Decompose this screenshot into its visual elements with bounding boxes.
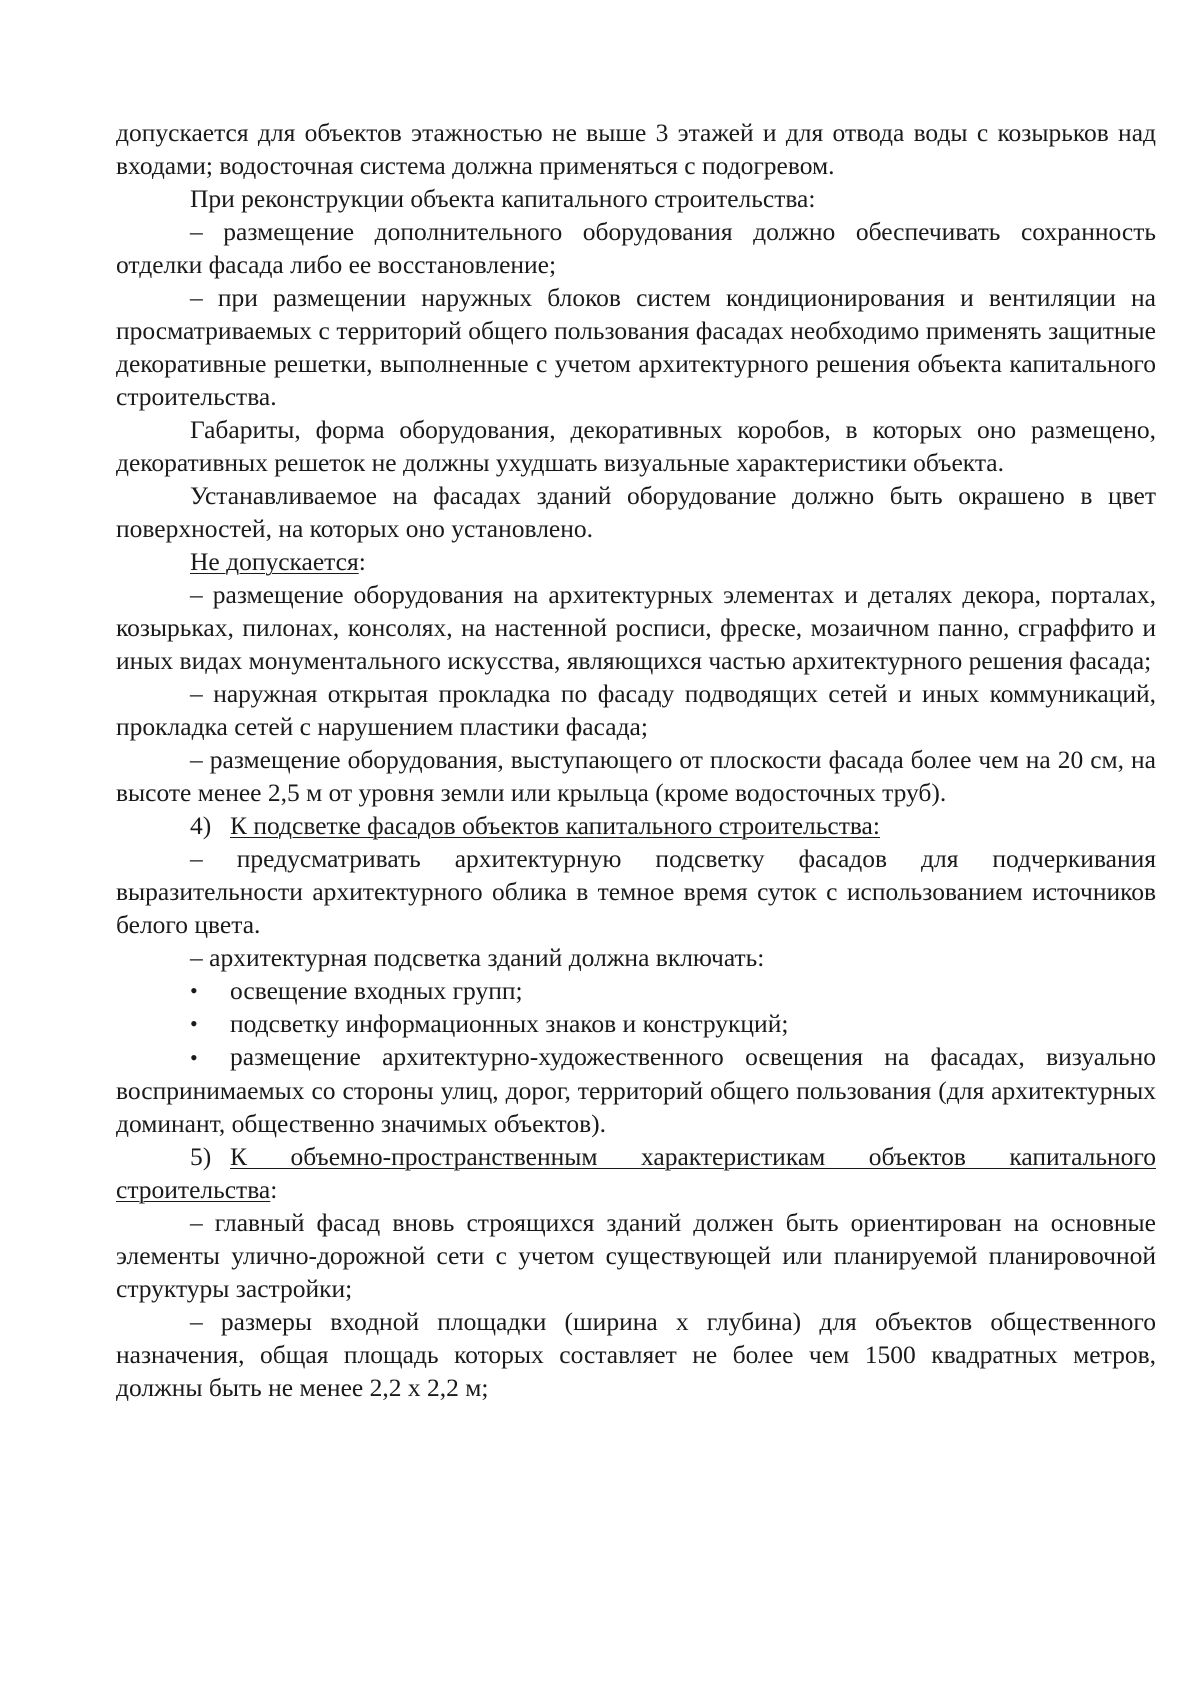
paragraph-entrance-area: – размеры входной площадки (ширина х глубина) для объектов общественного назначения, общая площадь которых составляет не более чем 1500 квадратных метров, должны быть не менее 2,2 х 2,2 м; — [116, 1307, 1156, 1402]
paragraph-additional-equipment: – размещение дополнительного оборудования должно обеспечивать сохранность отделки фасада либо ее восстановление; — [116, 217, 1156, 279]
list-item-text: размещение архитектурно-художественного освещения на фасадах, визуально воспринимаемых со стороны улиц, дорог, территорий общего пользования (для архитектурных доминант, общественно значимых объектов). — [116, 1042, 1156, 1138]
paragraph-dimensions: Габариты, форма оборудования, декоративных коробов, в которых оно размещено, декоративных решеток не должны ухудшать визуальные характеристики объекта. — [116, 415, 1156, 477]
paragraph-not-allowed-heading — [116, 545, 1156, 578]
section-title-5: К объемно-пространственным характеристикам объектов капитального строительства — [116, 1142, 1156, 1204]
list-item — [116, 974, 1156, 1007]
paragraph-decor-elements: – размещение оборудования на архитектурных элементах и деталях декора, порталах, козырьках, пилонах, консолях, на настенной росписи, фреске, мозаичном панно, сграффито и иных видах монументального искусства, являющихся частью архитектурного решения фасада; — [116, 580, 1156, 675]
section-heading-5 — [116, 1140, 1156, 1206]
list-item — [116, 1040, 1156, 1140]
paragraph-continuation: допускается для объектов этажностью не выше 3 этажей и для отвода воды с козырьков над входами; водосточная система должна применяться с подогревом. — [116, 118, 1156, 180]
list-item-text: подсветку информационных знаков и конструкций; — [230, 1009, 789, 1038]
section-number-5: 5) — [190, 1142, 212, 1171]
bullet-icon: • — [190, 1045, 198, 1070]
paragraph-open-wiring: – наружная открытая прокладка по фасаду подводящих сетей и иных коммуникаций, прокладка сетей с нарушением пластики фасада; — [116, 679, 1156, 741]
document-page — [116, 116, 1156, 1404]
bullet-icon: • — [190, 978, 198, 1003]
paragraph-main-facade: – главный фасад вновь строящихся зданий должен быть ориентирован на основные элементы улично-дорожной сети с учетом существующей или планируемой планировочной структуры застройки; — [116, 1208, 1156, 1303]
section-heading-4 — [116, 809, 1156, 842]
section-number-4: 4) — [190, 811, 212, 840]
list-item-text: освещение входных групп; — [230, 976, 523, 1005]
list-item — [116, 1007, 1156, 1040]
paragraph-painting: Устанавливаемое на фасадах зданий оборудование должно быть окрашено в цвет поверхностей, на которых оно установлено. — [116, 481, 1156, 543]
not-allowed-colon: : — [358, 547, 366, 576]
paragraph-reconstruction-intro: При реконструкции объекта капитального строительства: — [190, 184, 816, 213]
paragraph-architectural-lighting: – предусматривать архитектурную подсветку фасадов для подчеркивания выразительности архитектурного облика в темное время суток с использованием источников белого цвета. — [116, 844, 1156, 939]
bullet-icon: • — [190, 1011, 198, 1036]
paragraph-lighting-includes: – архитектурная подсветка зданий должна включать: — [190, 943, 765, 972]
section-title-4: К подсветке фасадов объектов капитального строительства: — [230, 811, 880, 840]
paragraph-protruding-equipment: – размещение оборудования, выступающего от плоскости фасада более чем на 20 см, на высоте менее 2,5 м от уровня земли или крыльца (кроме водосточных труб). — [116, 745, 1156, 807]
paragraph-air-conditioning: – при размещении наружных блоков систем кондиционирования и вентиляции на просматриваемых с территорий общего пользования фасадах необходимо применять защитные декоративные решетки, выполненные с учетом архитектурного решения объекта капитального строительства. — [116, 283, 1156, 411]
section-title-5-colon: : — [270, 1175, 278, 1204]
not-allowed-label: Не допускается — [190, 547, 359, 576]
